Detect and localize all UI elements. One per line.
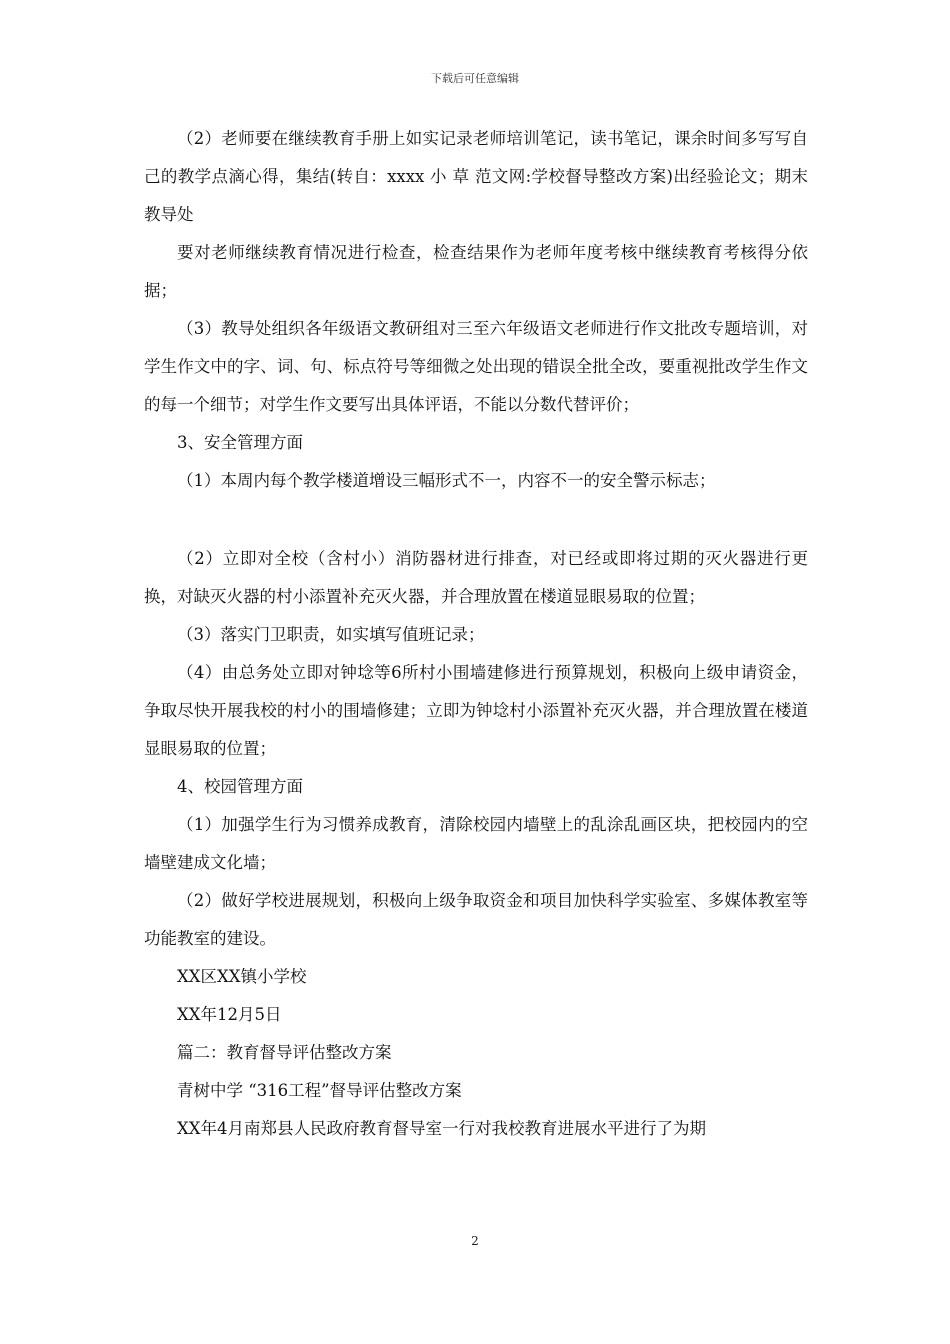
paragraph-teacher-records: （2）老师要在继续教育手册上如实记录老师培训笔记，读书笔记，课余时间多写写自己的教学点滴心得，集结(转自：xxxx 小 草 范文网:学校督导整改方案)出经验论文；期末教导处 [144, 129, 808, 224]
paragraph-intro: XX年4月南郑县人民政府教育督导室一行对我校教育进展水平进行了为期 [177, 1119, 706, 1138]
paragraph-wall-construction: （4）由总务处立即对钟埝等6所村小围墙建修进行预算规划，积极向上级申请资金，争取尽快开展我校的村小的围墙修建；立即为钟埝村小添置补充灭火器，并合理放置在楼道显眼易取的位置； [144, 663, 808, 758]
paragraph-development-plan: （2）做好学校进展规划，积极向上级争取资金和项目加快科学实验室、多媒体教室等功能教室的建设。 [144, 891, 808, 948]
section-title-part-two: 篇二：教育督导评估整改方案 [177, 1043, 392, 1062]
page-number: 2 [471, 1234, 479, 1248]
paragraph-fire-equipment: （2）立即对全校（含村小）消防器材进行排查，对已经或即将过期的灭火器进行更换，对缺灭火器的村小添置补充灭火器，并合理放置在楼道显眼易取的位置； [144, 549, 808, 606]
signature-school: XX区XX镇小学校 [177, 967, 307, 986]
section-heading-campus: 4、校园管理方面 [177, 777, 303, 796]
paragraph-safety-signs: （1）本周内每个教学楼道增设三幅形式不一，内容不一的安全警示标志； [177, 471, 716, 490]
page-header: 下载后可任意编辑 [431, 72, 519, 85]
paragraph-guard-duty: （3）落实门卫职责，如实填写值班记录； [177, 625, 485, 644]
paragraph-behavior-education: （1）加强学生行为习惯养成教育，清除校园内墙壁上的乱涂乱画区块，把校园内的空墙壁建成文化墙； [144, 815, 808, 872]
paragraph-composition-training: （3）教导处组织各年级语文教研组对三至六年级语文老师进行作文批改专题培训，对学生作文中的字、词、句、标点符号等细微之处出现的错误全批全改，要重视批改学生作文的每一个细节；对学生作文要写出具体评语，不能以分数代替评价； [144, 319, 808, 414]
section-heading-safety: 3、安全管理方面 [177, 433, 303, 452]
document-title-qingshu: 青树中学 “316工程”督导评估整改方案 [177, 1081, 462, 1100]
paragraph-continuing-education-check: 要对老师继续教育情况进行检查，检查结果作为老师年度考核中继续教育考核得分依据； [144, 243, 808, 300]
document-body [144, 120, 808, 1148]
paragraph-gap [144, 500, 808, 540]
signature-date: XX年12月5日 [177, 1005, 282, 1024]
